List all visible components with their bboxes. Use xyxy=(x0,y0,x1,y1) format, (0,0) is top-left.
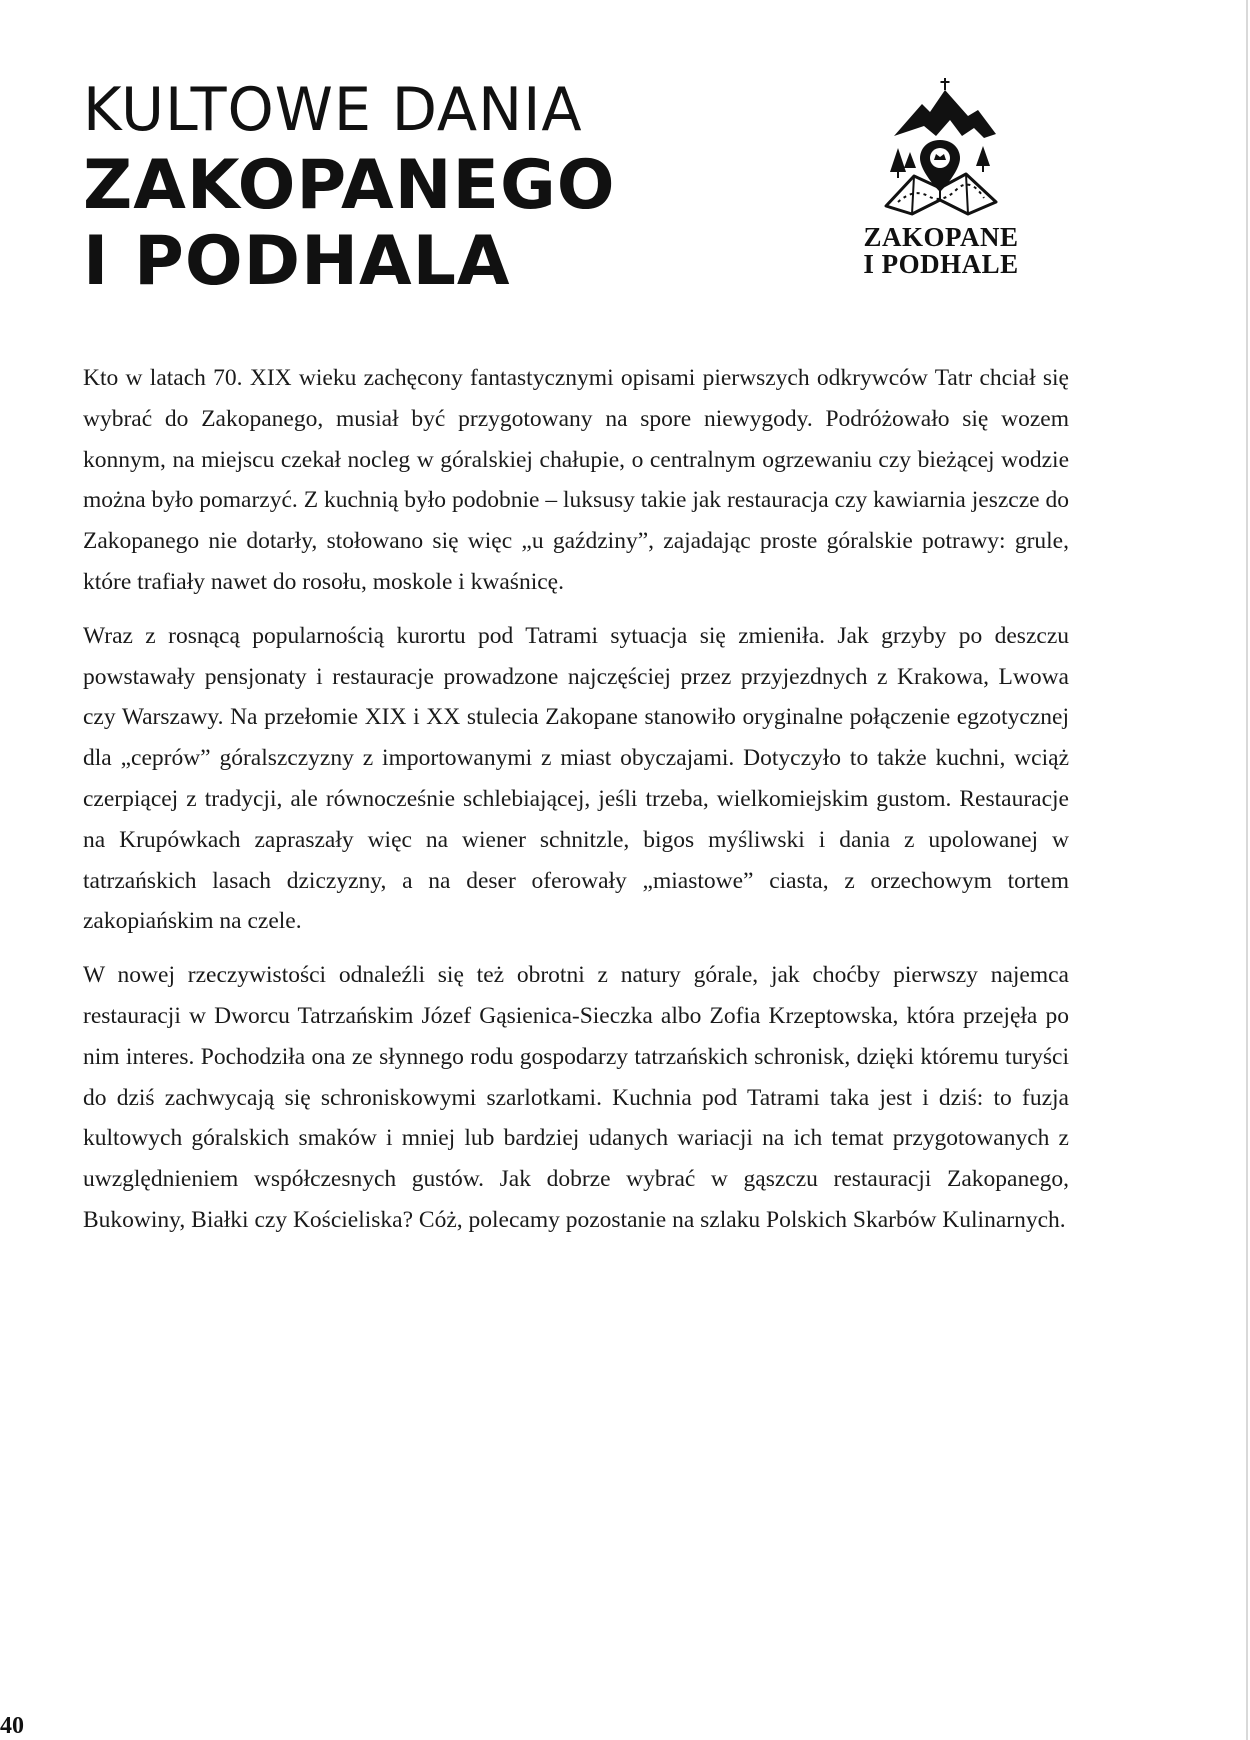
logo-label xyxy=(846,224,1036,278)
mountain-map-pin-icon xyxy=(884,76,998,216)
paragraph: W nowej rzeczywistości odnaleźli się też obrotni z natury górale, jak choćby pierwszy najemca restauracji w Dworcu Tatrzańskim Józef Gąsienica-Sieczka albo Zofia Krzeptowska, która przejęła po nim interes. Pochodziła ona ze słynnego rodu gospodarzy tatrzańskich schronisk, dzięki któremu turyści do dziś zachwycają się schroniskowymi szarlotkami. Kuchnia pod Tatrami taka jest i dziś: to fuzja kultowych góralskich smaków i mniej lub bardziej udanych wariacji na ich temat przygotowanych z uwzględnieniem współczesnych gustów. Jak dobrze wybrać w gąszczu restauracji Zakopanego, Bukowiny, Białki czy Kościeliska? Cóż, polecamy pozostanie na szlaku Polskich Skarbów Kulinarnych. xyxy=(83,962,1069,1233)
page-title xyxy=(83,72,803,300)
paragraph: Wraz z rosnącą popularnością kurortu pod Tatrami sytuacja się zmieniła. Jak grzyby po deszczu powstawały pensjonaty i restauracje prowadzone najczęściej przez przyjezdnych z Krakowa, Lwowa czy Warszawy. Na przełomie XIX i XX stulecia Zakopane stanowiło oryginalne połączenie egzotycznej dla „ceprów” góralszczyzny z importowanymi z miast obyczajami. Dotyczyło to także kuchni, wciąż czerpiącej z tradycji, ale równocześnie schlebiającej, jeśli trzeba, wielkomiejskim gustom. Restauracje na Krupówkach zapraszały więc na wiener schnitzle, bigos myśliwski i dania z upolowanej w tatrzańskich lasach dziczyzny, a na deser oferowały „miastowe” ciasta, z orzechowym tortem zakopiańskim na czele. xyxy=(83,622,1069,935)
article-body xyxy=(83,358,1069,1254)
logo-label-line-2: I PODHALE xyxy=(863,249,1019,279)
paragraph: Kto w latach 70. XIX wieku zachęcony fantastycznymi opisami pierwszych odkrywców Tatr chciał się wybrać do Zakopanego, musiał być przygotowany na spore niewygody. Podróżowało się wozem konnym, na miejscu czekał nocleg w góralskiej chałupie, o centralnym ogrzewaniu czy bieżącej wodzie można było pomarzyć. Z kuchnią było podobnie – luksusy takie jak restauracja czy kawiarnia jeszcze do Zakopanego nie dotarły, stołowano się więc „u gaździny”, zajadając proste góralskie potrawy: grule, które trafiały nawet do rosołu, moskole i kwaśnicę. xyxy=(83,365,1069,595)
logo-label-line-1: ZAKOPANE xyxy=(863,222,1019,252)
title-line-3: I PODHALA xyxy=(83,222,511,301)
title-line-1: KULTOWE DANIA xyxy=(83,75,583,145)
region-logo xyxy=(846,76,1036,286)
page-number: 40 xyxy=(0,1713,24,1739)
page-edge-rule xyxy=(1246,0,1248,1740)
title-line-2: ZAKOPANEGO xyxy=(83,146,616,225)
